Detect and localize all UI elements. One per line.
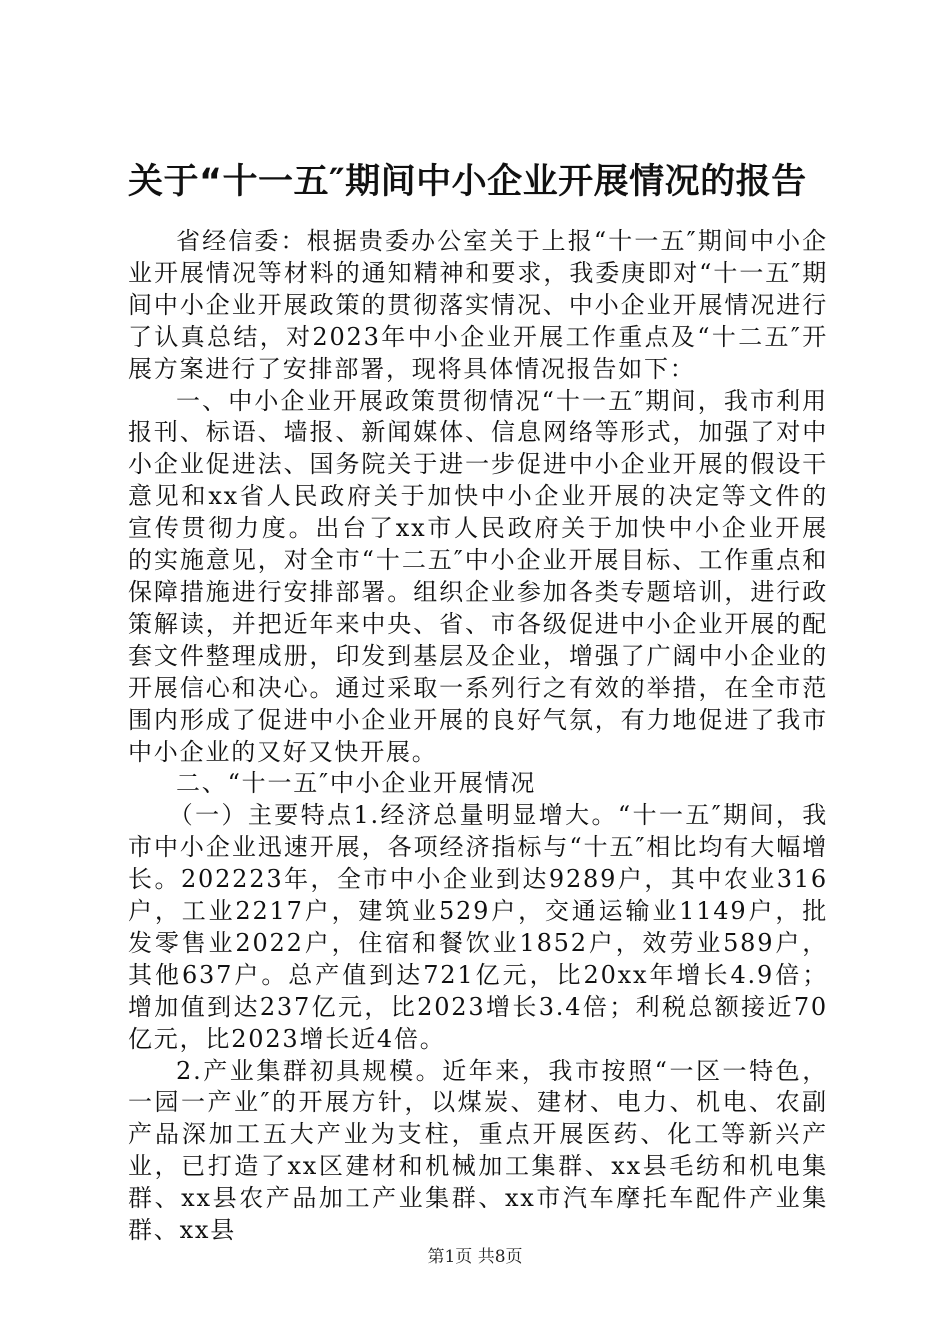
page-number: 第1页 [427, 1247, 473, 1267]
paragraph-intro: 省经信委：根据贵委办公室关于上报“十一五″期间中小企业开展情况等材料的通知精神和要求，我委庚即对“十一五″期间中小企业开展政策的贯彻落实情况、中小企业开展情况进行了认真总结，对2023年中小企业开展工作重点及“十二五″开展方案进行了安排部署，现将具体情况报告如下： [128, 227, 828, 383]
paragraph-main-features: （一）主要特点1.经济总量明显增大。“十一五″期间，我市中小企业迅速开展，各项经济指标与“十五″相比均有大幅增长。202223年，全市中小企业到达9289户，其中农业316户，工业2217户，建筑业529户，交通运输业1149户，批发零售业2022户，住宿和餐饮业1852户，效劳业589户，其他637户。总产值到达721亿元，比20xx年增长4.9倍；增加值到达237亿元，比2023增长3.4倍；利税总额接近70亿元，比2023增长近4倍。 [128, 801, 828, 1053]
paragraph-section-1: 一、中小企业开展政策贯彻情况“十一五″期间，我市利用报刊、标语、墙报、新闻媒体、信息网络等形式，加强了对中小企业促进法、国务院关于进一步促进中小企业开展的假设干意见和xx省人民政府关于加快中小企业开展的决定等文件的宣传贯彻力度。出台了xx市人民政府关于加快中小企业开展的实施意见，对全市“十二五″中小企业开展目标、工作重点和保障措施进行安排部署。组织企业参加各类专题培训，进行政策解读，并把近年来中央、省、市各级促进中小企业开展的配套文件整理成册，印发到基层及企业，增强了广阔中小企业的开展信心和决心。通过采取一系列行之有效的举措，在全市范围内形成了促进中小企业开展的良好气氛，有力地促进了我市中小企业的又好又快开展。 [128, 386, 828, 766]
paragraph-section-2-heading: 二、“十一五″中小企业开展情况 [176, 769, 537, 798]
document-body [128, 226, 828, 1247]
page-footer [0, 1242, 950, 1267]
document-title: 关于“十一五″期间中小企业开展情况的报告 [128, 162, 807, 202]
page-total: 共8页 [477, 1247, 523, 1267]
paragraph-industrial-clusters: 2.产业集群初具规模。近年来，我市按照“一区一特色，一园一产业″的开展方针，以煤炭、建材、电力、机电、农副产品深加工五大产业为支柱，重点开展医药、化工等新兴产业，已打造了xx区建材和机械加工集群、xx县毛纺和机电集群、xx县农产品加工产业集群、xx市汽车摩托车配件产业集群、xx县 [128, 1056, 828, 1245]
